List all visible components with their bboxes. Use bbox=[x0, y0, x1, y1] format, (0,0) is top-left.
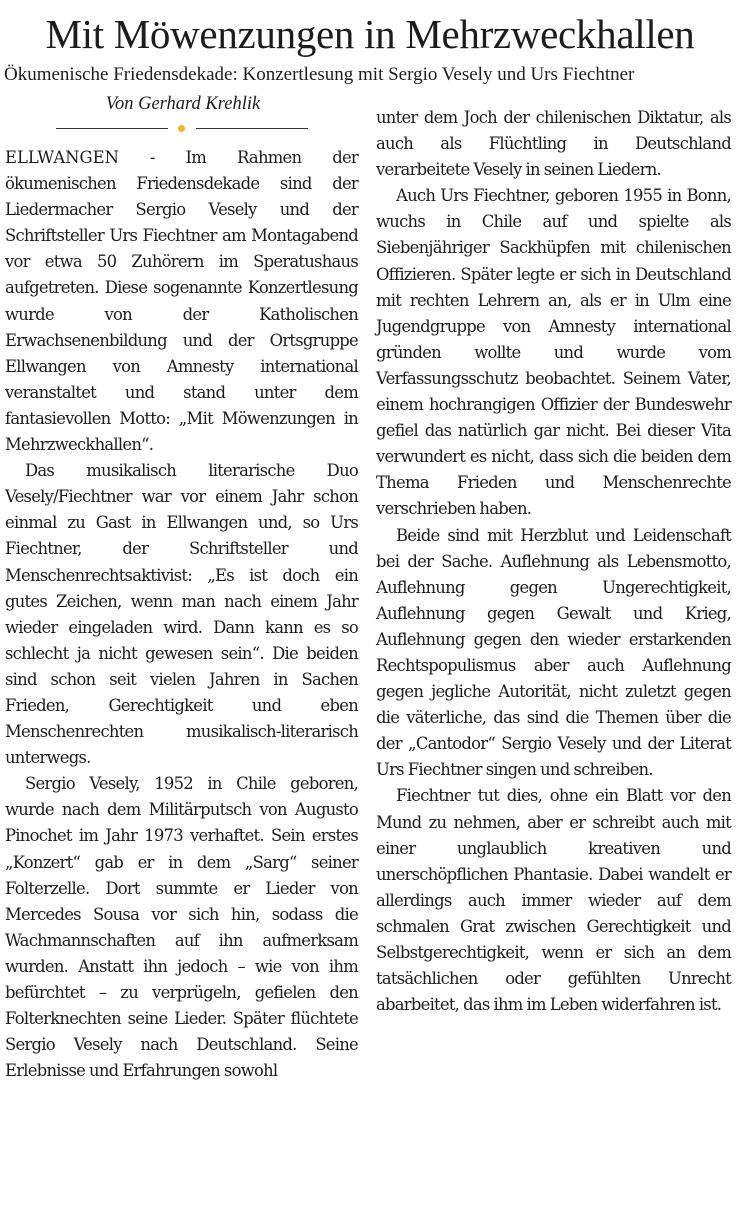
paragraph-7: Fiechtner tut dies, ohne ein Blatt vor den Mund zu nehmen, aber er schreibt auch mit einer unglaublich kreativen und unerschöpflichen Phantasie. Dabei wandelt er allerdings auch immer wieder auf dem schmalen Grat zwischen Gerechtigkeit und Selbstgerechtigkeit, wenn er sich an dem tatsächlichen oder gefühlten Unrecht abarbeitet, das ihm im Leben widerfahren ist. bbox=[376, 786, 731, 1015]
subheadline: Ökumenische Friedensdekade: Konzertlesung mit Sergio Vesely und Urs Fiechtner bbox=[4, 64, 635, 85]
paragraph-1 bbox=[5, 145, 358, 458]
byline: Von Gerhard Krehlik bbox=[105, 94, 261, 114]
headline: Mit Möwenzungen in Mehrzweckhallen bbox=[45, 11, 695, 57]
byline-ornament bbox=[56, 128, 308, 130]
paragraph-3: Sergio Vesely, 1952 in Chile geboren, wurde nach dem Militärputsch von Augusto Pinochet im Jahr 1973 verhaftet. Sein erstes „Konzert“ gab er in dem „Sarg“ seiner Folterzelle. Dort summte er Lieder von Mercedes Sousa vor sich hin, sodass die Wachmannschaften auf ihn aufmerksam wurden. Anstatt ihn jedoch – wie von ihm befürchtet – zu verprügeln, gefielen den Folterknechten seine Lieder. Später flüchtete Sergio Vesely nach Deutschland. Seine Erlebnisse und Erfahrungen sowohl bbox=[5, 774, 358, 1081]
ornament-dot-icon bbox=[178, 125, 185, 132]
ornament-rule-right bbox=[196, 128, 308, 129]
paragraph-4: unter dem Joch der chilenischen Diktatur, als auch als Flüchtling in Deutschland verarbeitete Vesely in seinen Liedern. bbox=[376, 108, 731, 180]
paragraph-6: Beide sind mit Herzblut und Leidenschaft bei der Sache. Auflehnung als Lebensmotto, Auflehnung gegen Ungerechtigkeit, Auflehnung gegen Gewalt und Krieg, Auflehnung gegen den wieder erstarkenden Rechtspopulismus aber auch Auflehnung gegen jegliche Autorität, nicht zuletzt gegen die väterliche, das sind die Themen über die der „Cantodor“ Sergio Vesely und der Literat Urs Fiechtner singen und schreiben. bbox=[376, 525, 731, 780]
paragraph-1-text: - Im Rahmen der ökumenischen Friedensdekade sind der Liedermacher Sergio Vesely und der Schriftsteller Urs Fiechtner am Montagabend vor etwa 50 Zuhörern im Speratushaus aufgetreten. Diese sogenannte Konzertlesung wurde von der Katholischen Erwachsenenbildung und der Ortsgruppe Ellwangen von Amnesty international veranstaltet und stand unter dem fantasievollen Motto: „Mit Möwenzungen in Mehrzweckhallen“. bbox=[5, 148, 358, 455]
article-column-left bbox=[5, 145, 358, 1084]
paragraph-5: Auch Urs Fiechtner, geboren 1955 in Bonn, wuchs in Chile auf und spielte als Siebenjähriger Sackhüpfen mit chilenischen Offizieren. Später legte er sich in Deutschland mit rechten Lehrern an, als er in Ulm eine Jugendgruppe von Amnesty international gründen wollte und wurde vom Verfassungsschutz beobachtet. Seinem Vater, einem hochrangigen Offizier der Bundeswehr gefiel das natürlich gar nicht. Bei dieser Vita verwundert es nicht, dass sich die beiden dem Thema Frieden und Menschenrechte verschrieben haben. bbox=[376, 186, 731, 519]
paragraph-2: Das musikalisch literarische Duo Vesely/Fiechtner war vor einem Jahr schon einmal zu Gast in Ellwangen und, so Urs Fiechtner, der Schriftsteller und Menschenrechtsaktivist: „Es ist doch ein gutes Zeichen, wenn man nach einem Jahr wieder eingeladen wird. Dann kann es so schlecht ja nicht gewesen sein“. Die beiden sind schon seit vielen Jahren in Sachen Frieden, Gerechtigkeit und eben Menschenrechten musikalisch-literarisch unterwegs. bbox=[5, 461, 358, 768]
dateline: ELLWANGEN bbox=[5, 148, 119, 167]
ornament-rule-left bbox=[56, 128, 168, 129]
article-column-right bbox=[376, 105, 731, 1018]
